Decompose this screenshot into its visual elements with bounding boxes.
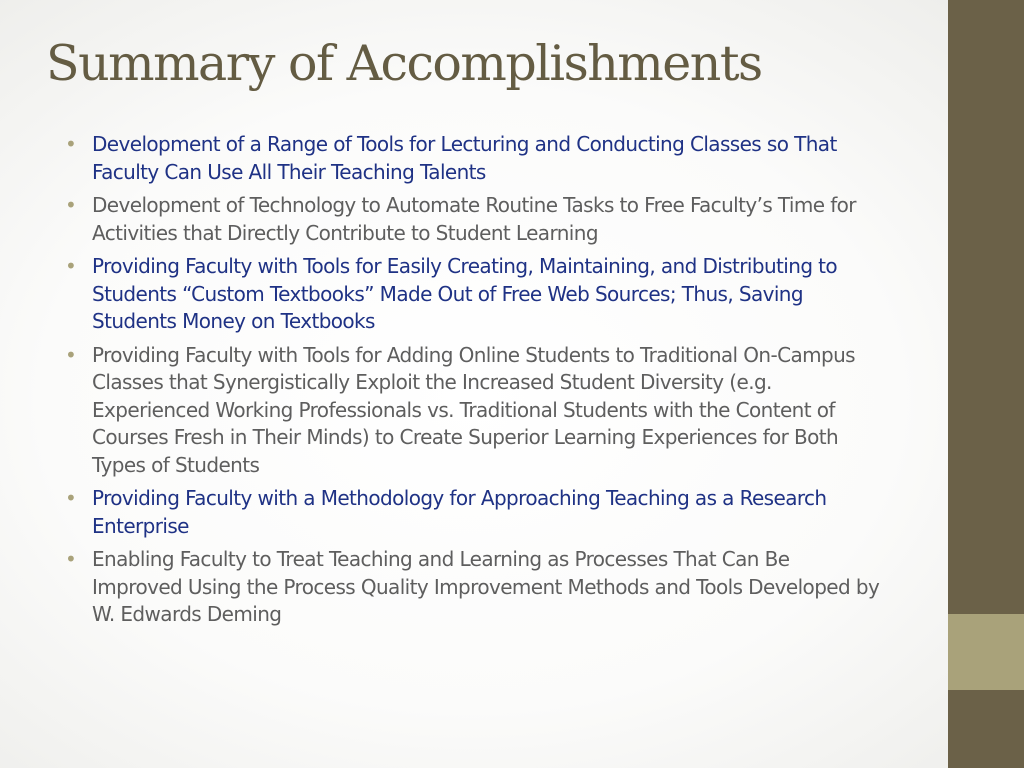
bullet-marker-icon: • bbox=[65, 486, 77, 510]
bullet-text: Providing Faculty with Tools for Adding Online Students to Traditional On-Campus Classes that Synergistically Exploit the Increased Student Diversity (e.g. Experienced Working Professionals vs. Traditional Students with the Content of Courses Fresh in Their Minds) to Create Superior Learning Experiences for Both Types of Students bbox=[92, 342, 855, 477]
bullet-item-quality-improvement bbox=[65, 546, 882, 629]
bullet-marker-icon: • bbox=[65, 193, 77, 217]
bullet-marker-icon: • bbox=[65, 254, 77, 278]
slide-title: Summary of Accomplishments bbox=[46, 35, 762, 92]
bullet-item-tools-lecturing bbox=[65, 131, 882, 186]
bullet-text: Providing Faculty with Tools for Easily Creating, Maintaining, and Distributing to Students “Custom Textbooks” Made Out of Free Web Sources; Thus, Saving Students Money on Textbooks bbox=[92, 254, 838, 333]
bullet-item-research-methodology bbox=[65, 485, 882, 540]
bullet-marker-icon: • bbox=[65, 342, 77, 367]
bullet-text: Providing Faculty with a Methodology for Approaching Teaching as a Research Enterprise bbox=[92, 486, 827, 538]
bullet-text: Development of a Range of Tools for Lecturing and Conducting Classes so That Faculty Can Use All Their Teaching Talents bbox=[92, 132, 837, 184]
bullet-marker-icon: • bbox=[65, 547, 77, 571]
bullet-list bbox=[65, 131, 882, 635]
bullet-item-automate-tasks bbox=[65, 192, 882, 247]
bullet-item-custom-textbooks bbox=[65, 253, 882, 336]
bullet-item-online-students bbox=[65, 342, 882, 480]
bullet-text: Enabling Faculty to Treat Teaching and Learning as Processes That Can Be Improved Using the Process Quality Improvement Methods and Tools Developed by W. Edwards Deming bbox=[92, 547, 880, 626]
bullet-text: Development of Technology to Automate Routine Tasks to Free Faculty’s Time for Activities that Directly Contribute to Student Learning bbox=[92, 193, 856, 245]
bullet-marker-icon: • bbox=[65, 132, 77, 156]
side-accent-block bbox=[948, 614, 1024, 690]
